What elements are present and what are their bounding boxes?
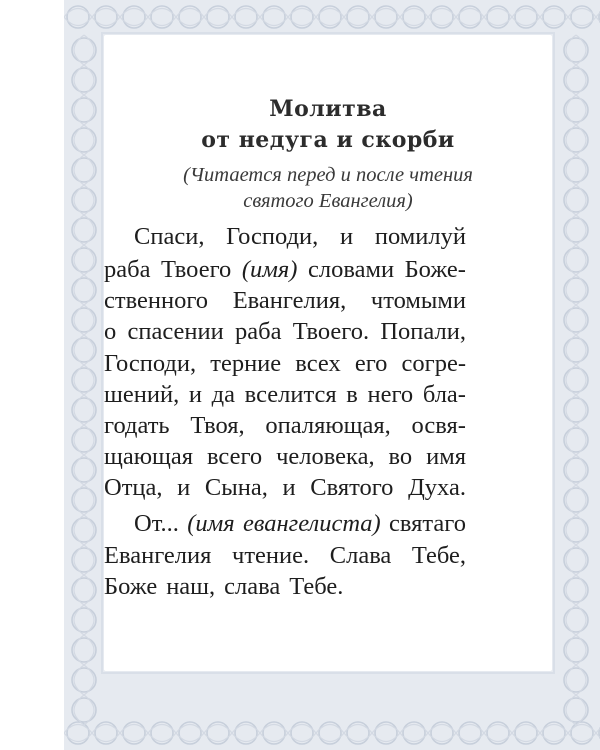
lace-ornament [487,6,509,28]
lace-ornament [403,722,425,744]
body-line [104,381,466,409]
body-word: Отца, [104,474,163,501]
lace-ornament [347,6,369,28]
lace-ornament [564,38,588,62]
body-word: Тебе, [411,542,466,569]
body-word: Евангелия, [232,287,347,314]
lace-ornament [564,458,588,482]
lace-ornament [564,338,588,362]
page-margin [0,0,64,750]
lace-ornament [564,608,588,632]
body-word: его [354,350,388,377]
lace-ornament [207,722,229,744]
body-word: Твоя, [190,412,245,439]
body-word: вселится [244,381,337,408]
lace-ornament [571,6,593,28]
lace-ornament [431,722,453,744]
lace-ornament [564,158,588,182]
lace-ornament [564,638,588,662]
body-word: помилуй [374,223,466,250]
lace-ornament [179,722,201,744]
lace-ornament [151,722,173,744]
body-word: имя [426,443,466,470]
lace-ornament [95,6,117,28]
body-word: Сына, [204,474,268,501]
body-word: бла- [422,381,466,408]
body-line [104,256,466,284]
lace-ornament [564,308,588,332]
lace-ornament [564,488,588,512]
lace-ornament [319,6,341,28]
body-word: и [282,474,296,501]
lace-ornament [95,722,117,744]
body-line [104,350,466,378]
body-line [104,443,466,471]
lace-ornament [72,188,96,212]
lace-ornament [564,218,588,242]
lace-ornament [179,6,201,28]
body-word: о [104,318,117,345]
prayer-title-line2: от недуга и скорби [201,127,455,153]
lace-ornament [151,6,173,28]
body-word: да [211,381,235,408]
lace-ornament [319,722,341,744]
body-word: ственного [104,287,209,314]
body-word: Слава [329,542,392,569]
lace-ornament [72,158,96,182]
lace-ornament [487,722,509,744]
lace-ornament [515,722,537,744]
body-word: Спаси, [134,223,205,250]
body-word: Боже [104,573,158,600]
lace-ornament [123,722,145,744]
lace-ornament [263,722,285,744]
body-word: наш, [166,573,216,600]
body-word: чтомыми [370,287,466,314]
lace-ornament [72,248,96,272]
body-word: человека, [276,443,375,470]
body-word: евангелиста) [242,510,381,537]
body-word: в [346,381,358,408]
lace-ornament [375,6,397,28]
body-line [104,474,466,502]
prayer-title: Молитва [269,96,387,122]
body-word: От... [134,510,179,537]
body-line [104,287,466,315]
body-line [104,412,466,440]
body-word: и [340,223,354,250]
lace-ornament [564,188,588,212]
lace-ornament [564,548,588,572]
body-word: раба [235,318,282,345]
lace-ornament [72,608,96,632]
lace-ornament [72,398,96,422]
body-line [134,223,466,251]
body-word: терние [210,350,282,377]
lace-ornament [459,722,481,744]
body-word: Духа. [408,474,466,501]
body-word: Твоего [161,256,232,283]
body-word: всего [206,443,263,470]
lace-ornament [72,278,96,302]
lace-ornament [72,128,96,152]
body-word: опаляющая, [265,412,391,439]
body-word: и [177,474,191,501]
lace-ornament [72,488,96,512]
body-word: Попали, [380,318,466,345]
lace-ornament [235,6,257,28]
lace-ornament [123,6,145,28]
body-word: раба [104,256,151,283]
lace-ornament [375,722,397,744]
body-word: чтение. [232,542,310,569]
lace-ornament [564,668,588,692]
lace-ornament [403,6,425,28]
lace-ornament [564,698,588,722]
lace-ornament [571,722,593,744]
lace-ornament [291,6,313,28]
lace-ornament [431,6,453,28]
lace-ornament [347,722,369,744]
body-word: Евангелия [104,542,212,569]
body-line [104,318,466,346]
body-word: годать [104,412,170,439]
lace-ornament [459,6,481,28]
lace-ornament [72,458,96,482]
lace-ornament [564,248,588,272]
lace-ornament [72,68,96,92]
prayer-subtitle: (Читается перед и после чтения [183,164,473,186]
lace-ornament [564,428,588,452]
body-line [104,542,466,570]
lace-ornament [72,638,96,662]
lace-ornament [72,98,96,122]
body-word: Господи, [104,350,197,377]
body-word: Господи, [226,223,319,250]
lace-ornament [263,6,285,28]
body-word: Боже- [404,256,466,283]
body-word: щающая [104,443,194,470]
lace-ornament [72,428,96,452]
lace-ornament [72,308,96,332]
body-word: всех [295,350,341,377]
body-word: (имя) [241,256,298,283]
body-word: во [388,443,413,470]
lace-ornament [207,6,229,28]
body-word: Святого [310,474,394,501]
lace-ornament [72,548,96,572]
lace-ornament [67,722,89,744]
body-line [134,510,466,538]
body-word: (имя [187,510,235,537]
lace-ornament [72,668,96,692]
lace-ornament [564,278,588,302]
body-word: словами [307,256,395,283]
lace-ornament [72,518,96,542]
lace-ornament [72,338,96,362]
body-word: спасении [127,318,224,345]
lace-ornament [564,98,588,122]
lace-ornament [564,368,588,392]
lace-ornament [515,6,537,28]
body-word: и [188,381,202,408]
lace-ornament [235,722,257,744]
lace-ornament [543,722,565,744]
lace-ornament [564,128,588,152]
body-word: Тебе. [289,573,344,600]
lace-ornament [67,6,89,28]
lace-ornament [564,578,588,602]
body-word: него [367,381,414,408]
lace-ornament [564,518,588,542]
lace-ornament [72,38,96,62]
lace-ornament [72,578,96,602]
body-word: святаго [389,510,466,537]
body-word: освя- [411,412,466,439]
lace-ornament [564,68,588,92]
lace-ornament [564,398,588,422]
body-line [104,573,466,601]
lace-ornament [291,722,313,744]
lace-ornament [72,368,96,392]
body-word: шений, [104,381,180,408]
body-word: Твоего. [292,318,370,345]
lace-ornament [72,698,96,722]
body-word: слава [224,573,281,600]
prayer-subtitle-line2: святого Евангелия) [243,190,413,212]
body-word: согре- [401,350,466,377]
lace-ornament [72,218,96,242]
lace-ornament [543,6,565,28]
